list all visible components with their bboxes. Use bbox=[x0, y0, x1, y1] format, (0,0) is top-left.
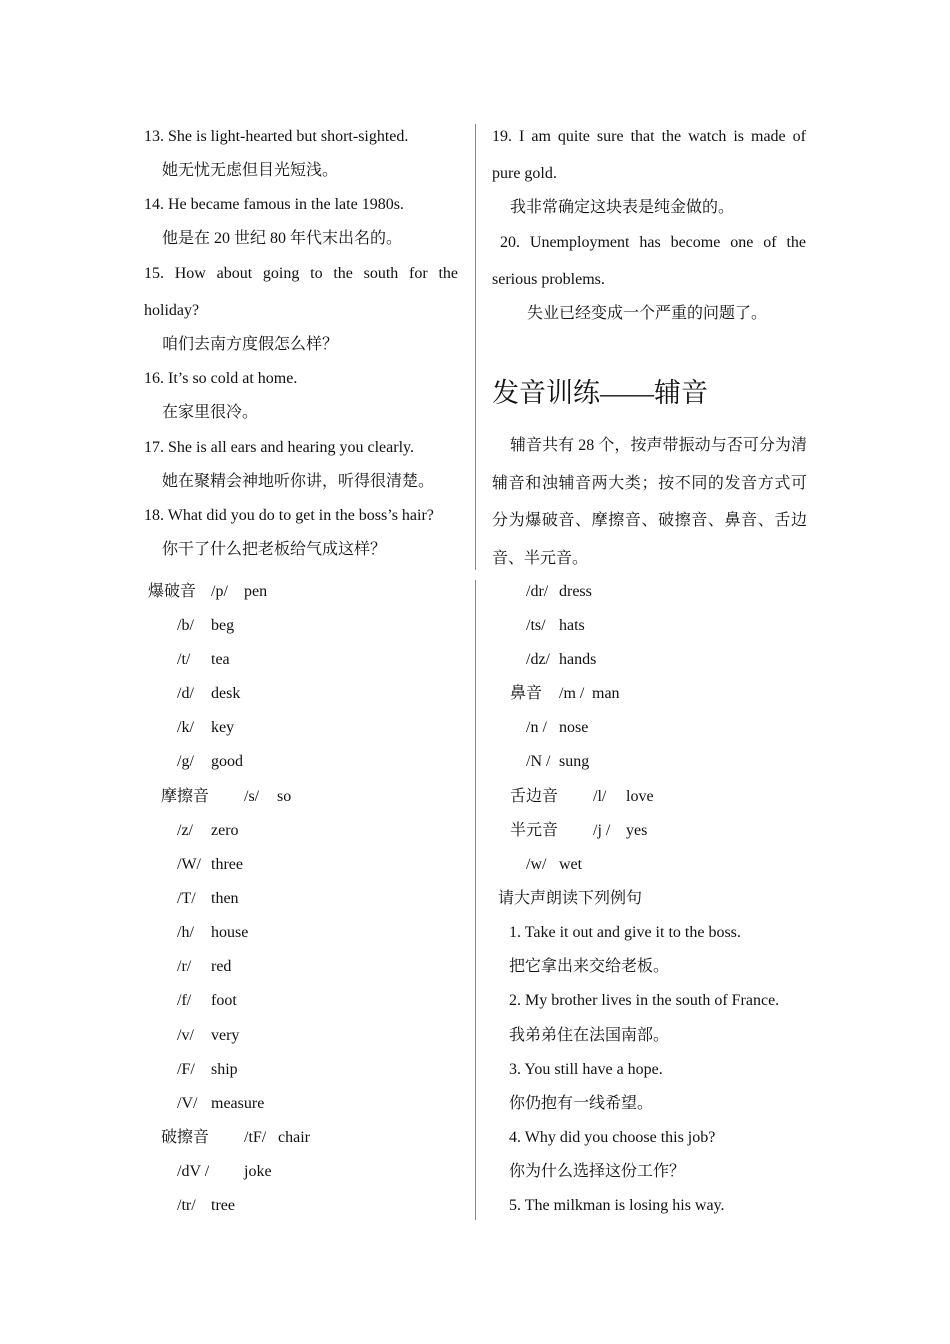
phonetic-symbol: /g/ bbox=[177, 753, 194, 770]
phonetic-symbol: /T/ bbox=[177, 890, 196, 907]
practice-sentence-2-en: 2. My brother lives in the south of France. bbox=[509, 992, 780, 1009]
phonetic-symbol: /w/ bbox=[526, 856, 547, 873]
phonetic-symbol: /d/ bbox=[177, 685, 194, 702]
category-lateral: 舌边音 bbox=[510, 788, 559, 805]
practice-sentence-4-en: 4. Why did you choose this job? bbox=[509, 1129, 716, 1146]
practice-heading: 请大声朗读下列例句 bbox=[498, 890, 643, 907]
example-word: dress bbox=[559, 583, 592, 600]
example-word: measure bbox=[211, 1095, 265, 1112]
practice-sentence-2-zh: 我弟弟住在法国南部。 bbox=[509, 1027, 670, 1044]
example-word: man bbox=[592, 685, 620, 702]
column-divider-top bbox=[475, 124, 476, 570]
phonetic-symbol: /dr/ bbox=[526, 583, 549, 600]
category-plosive: 爆破音 bbox=[148, 583, 197, 600]
category-nasal: 鼻音 bbox=[510, 685, 543, 702]
sentence-20-zh: 失业已经变成一个严重的问题了。 bbox=[527, 305, 768, 322]
phonetic-symbol: /n / bbox=[526, 719, 547, 736]
sentence-15-en-line1: 15. How about going to the south for the bbox=[144, 265, 458, 282]
example-word: so bbox=[277, 788, 292, 805]
sentence-13-zh: 她无忧无虑但目光短浅。 bbox=[162, 162, 339, 179]
example-word: hands bbox=[559, 651, 597, 668]
sentence-16-zh: 在家里很冷。 bbox=[162, 404, 259, 421]
example-word: hats bbox=[559, 617, 585, 634]
example-word: chair bbox=[278, 1129, 310, 1146]
intro-paragraph: 辅音共有 28 个，按声带振动与否可分为清辅音和浊辅音两大类；按不同的发音方式可分为爆破音、摩擦音、破擦音、鼻音、舌边音、半元音。 bbox=[492, 437, 807, 567]
example-word: zero bbox=[211, 822, 239, 839]
example-word: desk bbox=[211, 685, 241, 702]
example-word: good bbox=[211, 753, 243, 770]
example-word: foot bbox=[211, 992, 237, 1009]
sentence-19-en-line2: pure gold. bbox=[492, 165, 557, 182]
section-heading: 发音训练——辅音 bbox=[492, 378, 708, 408]
sentence-15-en-line2: holiday? bbox=[144, 302, 200, 319]
example-word: joke bbox=[244, 1163, 272, 1180]
sentence-13-en: 13. She is light-hearted but short-sighted. bbox=[144, 128, 409, 145]
example-word: house bbox=[211, 924, 249, 941]
phonetic-symbol: /r/ bbox=[177, 958, 192, 975]
example-word: tree bbox=[211, 1197, 235, 1214]
phonetic-symbol: /F/ bbox=[177, 1061, 195, 1078]
example-word: tea bbox=[211, 651, 230, 668]
category-affricate: 破擦音 bbox=[161, 1129, 210, 1146]
phonetic-symbol: /dV / bbox=[177, 1163, 210, 1180]
sentence-14-zh: 他是在 20 世纪 80 年代末出名的。 bbox=[162, 230, 403, 247]
practice-sentence-3-en: 3. You still have a hope. bbox=[509, 1061, 663, 1078]
example-word: three bbox=[211, 856, 243, 873]
phonetic-symbol: /z/ bbox=[177, 822, 193, 839]
category-semivowel: 半元音 bbox=[510, 822, 559, 839]
phonetic-symbol: /k/ bbox=[177, 719, 194, 736]
sentence-18-en: 18. What did you do to get in the boss’s hair? bbox=[144, 507, 434, 524]
sentence-17-en: 17. She is all ears and hearing you clearly. bbox=[144, 439, 414, 456]
sentence-20-en-line2: serious problems. bbox=[492, 271, 605, 288]
example-word: pen bbox=[244, 583, 268, 600]
sentence-18-zh: 你干了什么把老板给气成这样？ bbox=[162, 541, 387, 558]
phonetic-symbol: /l/ bbox=[593, 788, 607, 805]
phonetic-symbol: /t/ bbox=[177, 651, 191, 668]
phonetic-symbol: /N / bbox=[526, 753, 551, 770]
sentence-19-zh: 我非常确定这块表是纯金做的。 bbox=[510, 199, 735, 216]
practice-sentence-4-zh: 你为什么选择这份工作？ bbox=[509, 1163, 686, 1180]
practice-sentence-5-en: 5. The milkman is losing his way. bbox=[509, 1197, 725, 1214]
example-word: beg bbox=[211, 617, 235, 634]
sentence-19-en-line1: 19. I am quite sure that the watch is made of bbox=[492, 128, 806, 145]
example-word: then bbox=[211, 890, 239, 907]
category-fricative: 摩擦音 bbox=[161, 788, 210, 805]
example-word: key bbox=[211, 719, 235, 736]
practice-sentence-1-zh: 把它拿出来交给老板。 bbox=[509, 958, 670, 975]
phonetic-symbol: /tF/ bbox=[244, 1129, 267, 1146]
phonetic-symbol: /b/ bbox=[177, 617, 194, 634]
sentence-16-en: 16. It’s so cold at home. bbox=[144, 370, 298, 387]
example-word: red bbox=[211, 958, 232, 975]
phonetic-symbol: /tr/ bbox=[177, 1197, 196, 1214]
phonetic-symbol: /j / bbox=[593, 822, 611, 839]
example-word: yes bbox=[626, 822, 648, 839]
phonetic-symbol: /V/ bbox=[177, 1095, 198, 1112]
example-word: nose bbox=[559, 719, 589, 736]
phonetic-symbol: /ts/ bbox=[526, 617, 546, 634]
phonetic-symbol: /v/ bbox=[177, 1027, 194, 1044]
practice-sentence-3-zh: 你仍抱有一线希望。 bbox=[509, 1095, 654, 1112]
example-word: wet bbox=[559, 856, 583, 873]
sentence-20-en-line1: 20. Unemployment has become one of the bbox=[500, 234, 806, 251]
phonetic-symbol: /s/ bbox=[244, 788, 260, 805]
sentence-15-zh: 咱们去南方度假怎么样？ bbox=[162, 336, 339, 353]
column-divider-bottom bbox=[475, 580, 476, 1220]
phonetic-symbol: /h/ bbox=[177, 924, 194, 941]
example-word: ship bbox=[211, 1061, 238, 1078]
phonetic-symbol: /p/ bbox=[211, 583, 228, 600]
phonetic-symbol: /dz/ bbox=[526, 651, 550, 668]
phonetic-symbol: /W/ bbox=[177, 856, 201, 873]
sentence-17-zh: 她在聚精会神地听你讲，听得很清楚。 bbox=[162, 473, 435, 490]
example-word: sung bbox=[559, 753, 590, 770]
phonetic-symbol: /f/ bbox=[177, 992, 192, 1009]
phonetic-symbol: /m / bbox=[559, 685, 585, 702]
practice-sentence-1-en: 1. Take it out and give it to the boss. bbox=[509, 924, 741, 941]
example-word: love bbox=[626, 788, 654, 805]
sentence-14-en: 14. He became famous in the late 1980s. bbox=[144, 196, 404, 213]
example-word: very bbox=[211, 1027, 240, 1044]
